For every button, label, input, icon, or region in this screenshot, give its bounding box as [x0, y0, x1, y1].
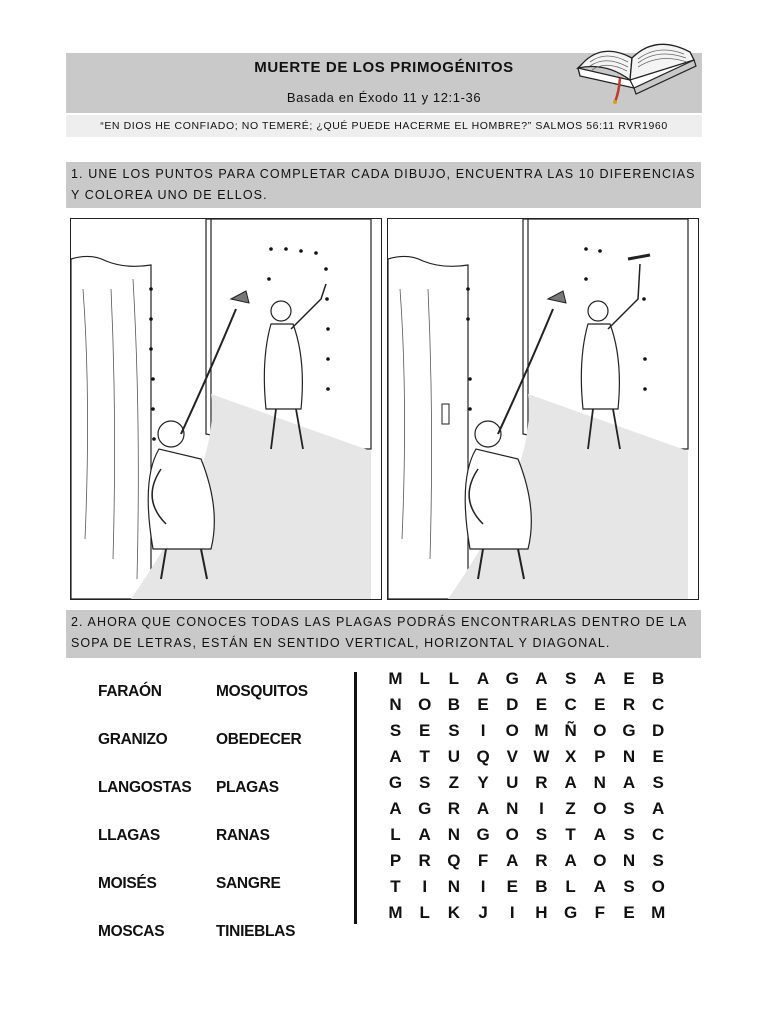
grid-letter[interactable]: L	[419, 903, 430, 922]
grid-letter[interactable]: N	[593, 773, 606, 792]
activity1-instruction: 1. UNE LOS PUNTOS PARA COMPLETAR CADA DIBUJO, ENCUENTRA LAS 10 DIFERENCIAS Y COLOREA UNO DE ELLOS.	[66, 162, 701, 208]
grid-letter[interactable]: N	[622, 747, 636, 766]
grid-letter[interactable]: Z	[565, 799, 576, 818]
grid-letter[interactable]: G	[564, 903, 578, 922]
grid-letter[interactable]: B	[535, 877, 548, 896]
word-item: OBEDECER	[216, 731, 302, 748]
grid-letter[interactable]: F	[594, 903, 605, 922]
grid-letter[interactable]: S	[623, 825, 635, 844]
grid-letter[interactable]: S	[652, 773, 664, 792]
grid-letter[interactable]: Q	[447, 851, 461, 870]
grid-letter[interactable]: L	[448, 669, 460, 688]
grid-letter[interactable]: N	[447, 877, 461, 896]
grid-letter[interactable]: X	[564, 747, 577, 766]
grid-letter[interactable]: E	[594, 695, 606, 714]
grid-letter[interactable]: E	[477, 695, 489, 714]
grid-letter[interactable]: E	[535, 695, 548, 714]
grid-letter[interactable]: A	[389, 747, 402, 766]
grid-letter[interactable]: I	[539, 799, 544, 818]
grid-letter[interactable]: O	[505, 721, 519, 740]
grid-letter[interactable]: A	[506, 851, 519, 870]
passover-drawing-left[interactable]	[70, 218, 382, 600]
grid-letter[interactable]: S	[419, 773, 431, 792]
grid-letter[interactable]: O	[593, 799, 607, 818]
grid-letter[interactable]: A	[564, 773, 577, 792]
grid-letter[interactable]: C	[564, 695, 577, 714]
grid-letter[interactable]: T	[390, 877, 401, 896]
grid-letter[interactable]: S	[623, 799, 635, 818]
grid-letter[interactable]: S	[623, 877, 635, 896]
grid-letter[interactable]: Q	[476, 747, 490, 766]
grid-letter[interactable]: S	[389, 721, 402, 740]
grid-letter[interactable]: A	[476, 799, 490, 818]
grid-letter[interactable]: P	[594, 747, 606, 766]
grid-letter[interactable]: M	[651, 903, 666, 922]
grid-letter[interactable]: R	[418, 851, 431, 870]
grid-letter[interactable]: A	[652, 799, 665, 818]
grid-letter[interactable]: R	[535, 851, 548, 870]
grid-letter[interactable]: O	[418, 695, 432, 714]
grid-letter[interactable]: N	[389, 695, 402, 714]
grid-letter[interactable]: N	[506, 799, 519, 818]
grid-letter[interactable]: Z	[448, 773, 460, 792]
grid-letter[interactable]: G	[388, 773, 403, 792]
grid-letter[interactable]: P	[389, 851, 402, 870]
grid-letter[interactable]: M	[534, 721, 549, 740]
grid-letter[interactable]: I	[509, 903, 515, 922]
activity2-instruction: 2. AHORA QUE CONOCES TODAS LAS PLAGAS PODRÁS ENCONTRARLAS DENTRO DE LA SOPA DE LETRAS, ESTÁN EN SENTIDO VERTICAL, HORIZONTAL Y DIAGONAL.	[66, 610, 701, 658]
grid-letter[interactable]: A	[593, 877, 606, 896]
grid-letter[interactable]: V	[506, 747, 518, 766]
word-item: MOSCAS	[98, 923, 165, 940]
grid-letter[interactable]: S	[652, 851, 664, 870]
grid-letter[interactable]: N	[622, 851, 636, 870]
grid-letter[interactable]: M	[388, 903, 403, 922]
bible-verse: “EN DIOS HE CONFIADO; NO TEMERÉ; ¿QUÉ PUEDE HACERME EL HOMBRE?” SALMOS 56:11 RVR1960	[66, 115, 702, 137]
grid-letter[interactable]: L	[390, 825, 401, 844]
grid-letter[interactable]: R	[622, 695, 636, 714]
word-item: LANGOSTAS	[98, 779, 192, 796]
grid-letter[interactable]: Ñ	[564, 721, 577, 740]
grid-letter[interactable]: A	[564, 851, 577, 870]
grid-letter[interactable]: N	[447, 825, 461, 844]
grid-letter[interactable]: L	[565, 877, 576, 896]
grid-letter[interactable]: E	[623, 903, 635, 922]
grid-letter[interactable]: M	[388, 669, 403, 688]
word-item: SANGRE	[216, 875, 281, 892]
grid-letter[interactable]: A	[593, 825, 606, 844]
grid-letter[interactable]: G	[505, 669, 519, 688]
grid-letter[interactable]: O	[505, 825, 519, 844]
grid-letter[interactable]: T	[565, 825, 576, 844]
grid-letter[interactable]: E	[623, 669, 635, 688]
vertical-divider	[354, 672, 357, 924]
grid-letter[interactable]: R	[447, 799, 461, 818]
grid-letter[interactable]: D	[652, 721, 665, 740]
grid-letter[interactable]: I	[480, 877, 486, 896]
grid-letter[interactable]: E	[506, 877, 518, 896]
word-list	[98, 668, 338, 956]
word-item: RANAS	[216, 827, 270, 844]
grid-letter[interactable]: K	[447, 903, 461, 922]
word-item: MOISÉS	[98, 875, 157, 892]
grid-letter[interactable]: J	[478, 903, 488, 922]
grid-letter[interactable]: L	[419, 669, 430, 688]
grid-letter[interactable]: O	[593, 721, 607, 740]
grid-letter[interactable]: U	[506, 773, 519, 792]
grid-letter[interactable]: O	[651, 877, 665, 896]
grid-letter[interactable]: B	[652, 669, 665, 688]
grid-letter[interactable]: T	[419, 747, 430, 766]
grid-letter[interactable]: S	[564, 669, 577, 688]
grid-letter[interactable]: Y	[477, 773, 489, 792]
page-title: MUERTE DE LOS PRIMOGÉNITOS	[254, 59, 514, 76]
grid-letter[interactable]: E	[419, 721, 431, 740]
open-bible-icon	[572, 28, 702, 104]
grid-letter[interactable]: W	[533, 747, 550, 766]
grid-letter[interactable]: I	[480, 721, 486, 740]
word-item: TINIEBLAS	[216, 923, 296, 940]
word-item: MOSQUITOS	[216, 683, 308, 700]
grid-letter[interactable]: A	[535, 669, 548, 688]
grid-letter[interactable]: B	[447, 695, 461, 714]
grid-letter[interactable]: F	[477, 851, 489, 870]
grid-letter[interactable]: A	[389, 799, 402, 818]
grid-letter[interactable]: A	[593, 669, 606, 688]
grid-letter[interactable]: S	[535, 825, 548, 844]
grid-letter[interactable]: C	[652, 825, 665, 844]
grid-letter[interactable]: O	[593, 851, 607, 870]
word-item: GRANIZO	[98, 731, 168, 748]
grid-letter[interactable]: R	[535, 773, 548, 792]
grid-letter[interactable]: H	[535, 903, 548, 922]
page-subtitle: Basada en Éxodo 11 y 12:1-36	[286, 90, 482, 105]
word-item: FARAÓN	[98, 683, 162, 700]
word-item: PLAGAS	[216, 779, 279, 796]
grid-letter[interactable]: G	[476, 825, 490, 844]
grid-letter[interactable]: U	[447, 747, 461, 766]
grid-letter[interactable]: G	[418, 799, 432, 818]
grid-letter[interactable]: E	[652, 747, 664, 766]
grid-letter[interactable]: S	[448, 721, 460, 740]
grid-letter[interactable]: A	[476, 669, 490, 688]
grid-letter[interactable]: G	[622, 721, 636, 740]
grid-letter[interactable]: A	[418, 825, 431, 844]
grid-letter[interactable]: I	[422, 877, 428, 896]
word-search-grid[interactable]	[382, 666, 682, 926]
grid-letter[interactable]: C	[652, 695, 665, 714]
grid-letter[interactable]: A	[622, 773, 636, 792]
grid-letter[interactable]: D	[506, 695, 519, 714]
word-item: LLAGAS	[98, 827, 160, 844]
passover-drawing-right[interactable]	[387, 218, 699, 600]
